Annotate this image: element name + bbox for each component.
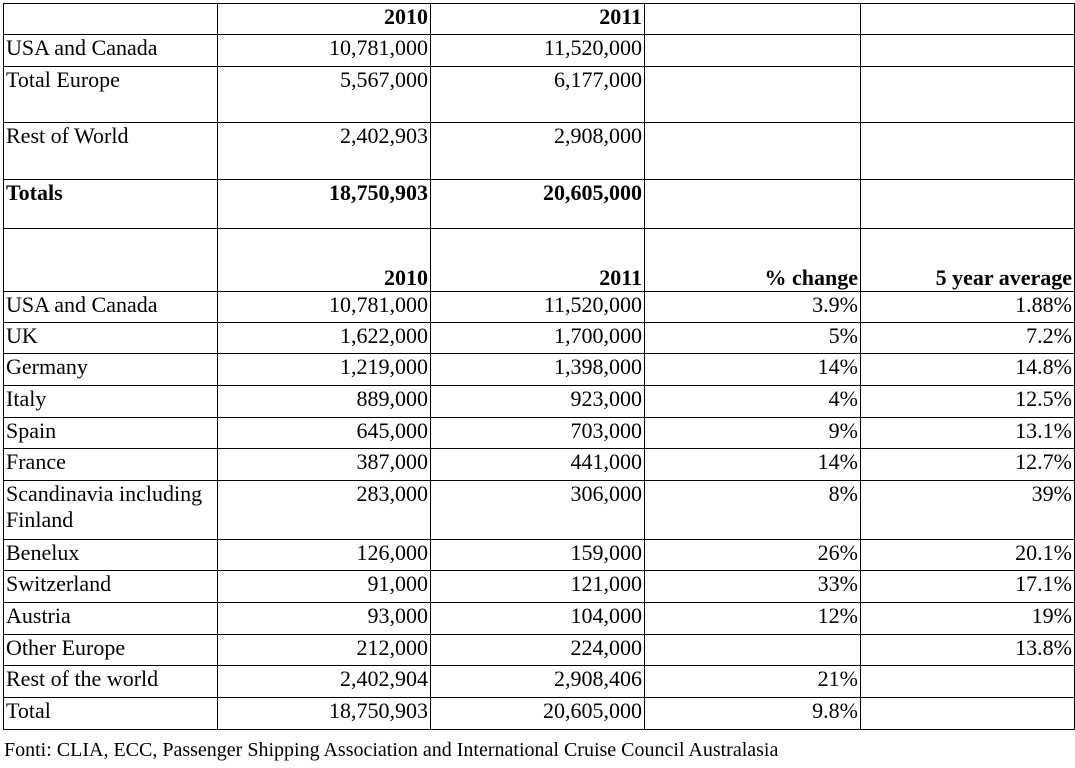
row-label: Totals: [4, 180, 218, 229]
row-label: France: [4, 449, 218, 481]
table-row: [4, 603, 1075, 635]
table-row: [4, 481, 1075, 540]
row-label: USA and Canada: [4, 292, 218, 323]
value-2011: 1,398,000: [431, 354, 645, 386]
header-percent-change: % change: [645, 229, 861, 292]
table-row: [4, 449, 1075, 481]
value-2011: 2,908,406: [431, 666, 645, 698]
five-year-average: 20.1%: [861, 540, 1075, 571]
value-2010: 126,000: [218, 540, 431, 571]
header-cell: [4, 229, 218, 292]
table-row: [4, 635, 1075, 666]
value-2010: 2,402,904: [218, 666, 431, 698]
value-2011: 121,000: [431, 571, 645, 603]
value-2010: 283,000: [218, 481, 431, 540]
header-2010: 2010: [218, 4, 431, 35]
value-2010: 91,000: [218, 571, 431, 603]
percent-change: 8%: [645, 481, 861, 540]
value-2011: 11,520,000: [431, 292, 645, 323]
value-2011: 2,908,000: [431, 123, 645, 180]
row-label: Italy: [4, 386, 218, 418]
value-2010: 10,781,000: [218, 35, 431, 67]
row-label: Rest of the world: [4, 666, 218, 698]
table-row: [4, 35, 1075, 67]
header-2011: 2011: [431, 229, 645, 292]
five-year-average: 14.8%: [861, 354, 1075, 386]
empty-cell: [645, 67, 861, 123]
table-row: [4, 67, 1075, 123]
header-5-year-average: 5 year average: [861, 229, 1075, 292]
percent-change: 9.8%: [645, 698, 861, 730]
value-2011: 703,000: [431, 418, 645, 449]
header-cell: [4, 4, 218, 35]
five-year-average: 13.8%: [861, 635, 1075, 666]
percent-change: [645, 635, 861, 666]
five-year-average: [861, 698, 1075, 730]
row-label: Total: [4, 698, 218, 730]
value-2011: 1,700,000: [431, 323, 645, 354]
cruise-passengers-table: [3, 3, 1075, 730]
percent-change: 3.9%: [645, 292, 861, 323]
five-year-average: 39%: [861, 481, 1075, 540]
value-2010: 1,622,000: [218, 323, 431, 354]
empty-cell: [645, 35, 861, 67]
row-label: Scandinavia including Finland: [4, 481, 218, 540]
header-cell: [645, 4, 861, 35]
header-2011: 2011: [431, 4, 645, 35]
row-label: Switzerland: [4, 571, 218, 603]
table-row: [4, 698, 1075, 730]
percent-change: 4%: [645, 386, 861, 418]
value-2011: 224,000: [431, 635, 645, 666]
value-2011: 441,000: [431, 449, 645, 481]
row-label: USA and Canada: [4, 35, 218, 67]
five-year-average: 12.5%: [861, 386, 1075, 418]
value-2011: 159,000: [431, 540, 645, 571]
empty-cell: [861, 35, 1075, 67]
source-footnote: Fonti: CLIA, ECC, Passenger Shipping Association and International Cruise Council Australasia: [4, 739, 779, 761]
value-2010: 212,000: [218, 635, 431, 666]
value-2011: 11,520,000: [431, 35, 645, 67]
empty-cell: [645, 123, 861, 180]
percent-change: 12%: [645, 603, 861, 635]
percent-change: 5%: [645, 323, 861, 354]
totals-row: [4, 180, 1075, 229]
value-2010: 10,781,000: [218, 292, 431, 323]
value-2010: 387,000: [218, 449, 431, 481]
value-2010: 889,000: [218, 386, 431, 418]
table2-header-row: [4, 229, 1075, 292]
value-2010: 5,567,000: [218, 67, 431, 123]
five-year-average: 12.7%: [861, 449, 1075, 481]
table-row: [4, 666, 1075, 698]
table-row: [4, 386, 1075, 418]
value-2011: 20,605,000: [431, 180, 645, 229]
table-row: [4, 123, 1075, 180]
value-2010: 93,000: [218, 603, 431, 635]
five-year-average: 7.2%: [861, 323, 1075, 354]
percent-change: 14%: [645, 354, 861, 386]
value-2010: 1,219,000: [218, 354, 431, 386]
value-2011: 923,000: [431, 386, 645, 418]
five-year-average: [861, 666, 1075, 698]
table-row: [4, 418, 1075, 449]
five-year-average: 19%: [861, 603, 1075, 635]
percent-change: 14%: [645, 449, 861, 481]
value-2010: 645,000: [218, 418, 431, 449]
table1-header-row: [4, 4, 1075, 35]
row-label: Rest of World: [4, 123, 218, 180]
table-row: [4, 292, 1075, 323]
table-row: [4, 571, 1075, 603]
value-2010: 18,750,903: [218, 180, 431, 229]
value-2011: 20,605,000: [431, 698, 645, 730]
table-row: [4, 354, 1075, 386]
row-label: Other Europe: [4, 635, 218, 666]
percent-change: 21%: [645, 666, 861, 698]
row-label: Austria: [4, 603, 218, 635]
value-2011: 306,000: [431, 481, 645, 540]
five-year-average: 17.1%: [861, 571, 1075, 603]
empty-cell: [861, 123, 1075, 180]
table-row: [4, 540, 1075, 571]
value-2010: 2,402,903: [218, 123, 431, 180]
percent-change: 33%: [645, 571, 861, 603]
row-label: Total Europe: [4, 67, 218, 123]
empty-cell: [645, 180, 861, 229]
empty-cell: [861, 180, 1075, 229]
value-2010: 18,750,903: [218, 698, 431, 730]
row-label: Germany: [4, 354, 218, 386]
value-2011: 6,177,000: [431, 67, 645, 123]
empty-cell: [861, 67, 1075, 123]
five-year-average: 13.1%: [861, 418, 1075, 449]
header-cell: [861, 4, 1075, 35]
percent-change: 9%: [645, 418, 861, 449]
row-label: Benelux: [4, 540, 218, 571]
percent-change: 26%: [645, 540, 861, 571]
row-label: UK: [4, 323, 218, 354]
header-2010: 2010: [218, 229, 431, 292]
row-label: Spain: [4, 418, 218, 449]
table-row: [4, 323, 1075, 354]
value-2011: 104,000: [431, 603, 645, 635]
five-year-average: 1.88%: [861, 292, 1075, 323]
